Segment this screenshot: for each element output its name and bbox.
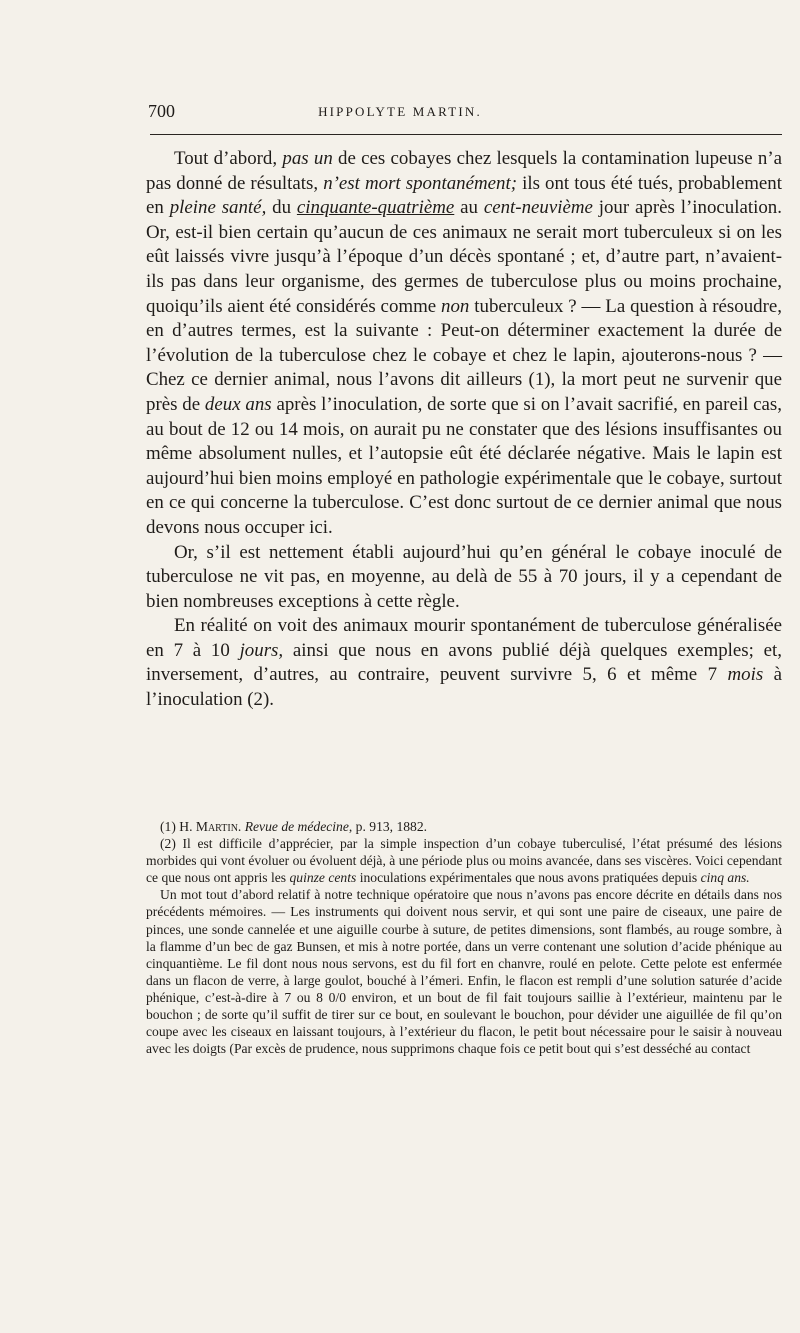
italic-run: quinze cents (289, 870, 357, 886)
text-run: après l’inoculation, de sorte que si on l’avait sacrifié, en pareil cas, au bout de 12 ou 14 mois, on aurait pu ne constater que des lésions insuffisantes ou même absolument nulles, et l’autopsie eût été déclarée négative. Mais le lapin est aujourd’hui bien moins employé en pathologie expérimentale que le cobaye, surtout en ce qui concerne la tuberculose. C’est donc surtout de ce dernier animal que nous devons nous occuper ici. (146, 393, 783, 538)
paragraph-3 (146, 614, 782, 712)
paragraph-2: Or, s’il est nettement établi aujourd’hui qu’en général le cobaye inoculé de tuberculose ne vit pas, en moyenne, au delà de 55 à 70 jours, il y a cependant de bien nombreuses exceptions à cette règle. (146, 541, 782, 612)
text-run: ainsi que nous en avons publié déjà quelques exemples; et, inversement, d’autres, au contraire, peuvent survivre 5, 6 et même 7 (146, 639, 782, 686)
header-rule (150, 134, 782, 135)
footnote-1 (146, 818, 782, 835)
text-run: Tout d’abord, (174, 148, 283, 169)
journal-title: Revue de médecine (244, 819, 349, 834)
italic-run: cent-neuvième (483, 197, 593, 219)
footnotes (146, 818, 782, 1057)
text-run: , p. 913, 1882. (348, 819, 428, 834)
footnote-2 (146, 835, 782, 886)
italic-run: mois (727, 664, 764, 686)
footnote-3: Un mot tout d’abord relatif à notre technique opératoire que nous n’avons pas encore décrite en détails dans nos précédents mémoires. — Les instruments qui doivent nous servir, et qui sont une paire de ciseaux, une paire de pinces, une sonde cannelée et une aiguille courbe à suture, de petites dimensions, sont flambés, au rouge sombre, à la flamme d’un bec de gaz Bunsen, et mis à notre portée, dans un verre contenant une solution d’acide phénique au cinquantième. Le fil dont nous nous servons, est du fil fort en chanvre, roulé en pelote. Cette pelote est enfermée dans un flacon de verre, à large goulot, bouché à l’émeri. Enfin, le flacon est rempli d’une solution saturée d’acide phénique, c’est-à-dire à 7 ou 8 0/0 environ, et un bout de fil fait toujours saillie à l’extérieur, maintenu par le bouchon ; de sorte qu’il suffit de tirer sur ce bout, en soulevant le bouchon, pour dévider une aiguillée de fil qu’on coupe avec les ciseaux en laissant toujours, à l’extérieur du flacon, le petit bout nécessaire pour le saisir à nouveau avec les doigts (Par excès de prudence, nous supprimons chaque fois ce petit bout qui s’est desséché au contact (146, 887, 782, 1057)
text-run: (1) H. (160, 819, 196, 834)
text-run: (2) Il est difficile d’apprécier, par la simple inspection d’un cobaye tuberculisé, l’état présumé des lésions morbides qui vont évoluer ou évoluent déjà, à une période plus ou moins avancée, dans ses viscères. Voici cependant ce que nous ont appris les (146, 836, 782, 886)
text-run: En réalité on voit des animaux mourir spontanément de tuberculose généralisée en 7 à 10 (146, 615, 782, 661)
italic-run: jours, (239, 639, 284, 661)
text-run: de ces cobayes chez lesquels la contamination lupeuse n’a pas donné de résultats, (146, 148, 782, 194)
page-number: 700 (148, 101, 175, 121)
text-run: . (237, 819, 245, 834)
text-run: inoculations expérimentales que nous avons pratiquées depuis (356, 870, 701, 886)
paragraph-1 (146, 147, 782, 541)
italic-run: deux ans (204, 393, 272, 415)
text-run: tuberculeux ? — La question à résoudre, en d’autres termes, est la suivante : Peut-on déterminer exactement la durée de l’évolution de la tuberculose chez le cobaye et chez le lapin, ajouterons-nous ? — Chez ce dernier animal, nous l’avons dit ailleurs (1), la mort peut ne survenir que près de (146, 295, 782, 415)
italic-run: cinq ans. (700, 870, 750, 886)
italic-run: pleine santé, (169, 197, 267, 219)
text-run: au (454, 197, 484, 219)
text-run: à l’inoculation (2). (146, 664, 782, 711)
text-run: jour après l’inoculation. Or, est-il bien certain qu’aucun de ces animaux ne serait mort tuberculeux si on les eût laissés vivre jusqu’à l’époque d’un décès spontané ; et, d’autre part, n’avaient-ils pas dans leur organisme, des germes de tuberculose plus ou moins prochaine, quoiqu’ils aient été considérés comme (146, 197, 782, 317)
text-run: du (266, 197, 297, 219)
running-head: HIPPOLYTE MARTIN. (318, 104, 482, 119)
text-run: ils ont tous été tués, probablement en (146, 172, 782, 219)
main-text (146, 147, 782, 713)
italic-run: pas un (282, 148, 333, 169)
author-name: Martin (195, 819, 238, 834)
italic-run: cinquante-quatrième (296, 197, 455, 219)
italic-run: non (441, 295, 470, 317)
italic-run: n’est mort spontanément; (323, 172, 517, 194)
